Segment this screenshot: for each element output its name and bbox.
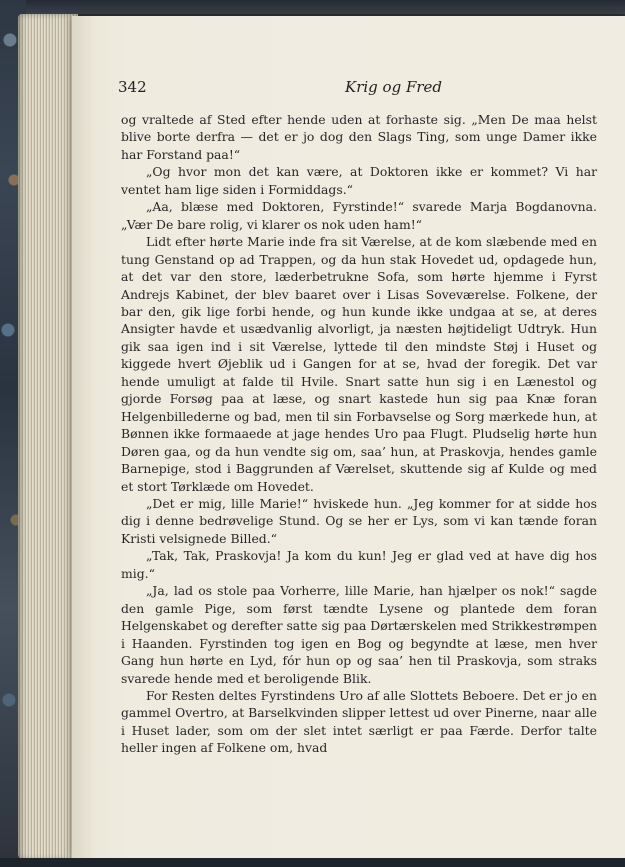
paragraph: og vraltede af Sted efter hende uden at forhaste sig. „Men De maa helst blive borte derfra — det er jo dog den Slags Ting, som unge Damer ikke har Forstand paa!“ xyxy=(121,112,597,162)
paragraph: „Og hvor mon det kan være, at Doktoren ikke er kommet? Vi har ventet ham lige siden i Formiddags.“ xyxy=(121,164,597,197)
paragraph: For Resten deltes Fyrstindens Uro af alle Slottets Beboere. Det er jo en gammel Overtro, at Barselkvinden slipper lettest ud over Pinerne, naar alle i Huset lader, som om der slet intet særligt er paa Færde. Derfor talte heller ingen af Folkene om, hvad xyxy=(121,687,597,756)
paragraph: „Ja, lad os stole paa Vorherre, lille Marie, han hjælper os nok!“ sagde den gamle Pige, som først tændte Lysene og plantede dem foran Helgenskabet og derefter satte sig paa Dørtærskelen med Strikkestrømpen i Haanden. Fyrstinden tog igen en Bog og begyndte at læse, men hver Gang hun hørte en Lyd, fór hun op og saa’ hen til Praskovja, som straks svarede hende med et beroligende Blik. xyxy=(121,583,597,686)
paragraph: „Aa, blæse med Doktoren, Fyrstinde!“ svarede Marja Bogdanovna. „Vær De bare rolig, vi klarer os nok uden ham!“ xyxy=(121,199,597,232)
running-title: Krig og Fred xyxy=(345,78,443,96)
paragraph: „Det er mig, lille Marie!“ hviskede hun. „Jeg kommer for at sidde hos dig i denne bedrøvelige Stund. Og se her er Lys, som vi kan tænde foran Kristi velsignede Billed.“ xyxy=(121,495,597,546)
page-header xyxy=(118,78,598,100)
paragraph: Lidt efter hørte Marie inde fra sit Værelse, at de kom slæbende med en tung Genstand op ad Trappen, og da hun stak Hovedet ud, opdagede hun, at det var den store, læderbetrukne Sofa, som hørte hjemme i Fyrst Andrejs Kabinet, der blev baaret over i Lisas Soveværelse. Folkene, der bar den, gik lige forbi hende, og hun kunde ikke undgaa at se, at deres Ansigter havde et usædvanlig alvorligt, ja næsten højtideligt Udtryk. Hun gik saa igen ind i sit Værelse, lyttede til den mindste Støj i Huset og kiggede hvert Øjeblik ud i Gangen for at se, hvad der foregik. Det var hende umuligt at falde til Hvile. Snart satte hun sig i en Lænestol og gjorde Forsøg paa at læse, og snart kastede hun sig paa Knæ foran Helgenbillederne og bad, men til sin Forbavselse og Sorg mærkede hun, at Bønnen ikke formaaede at jage hendes Uro paa Flugt. Pludselig hørte hun Døren gaa, og da hun vendte sig om, saa’ hun, at Praskovja, hendes gamle Barnepige, stod i Baggrunden af Værelset, skuttende sig af Kulde og med et stort Tørklæde om Hovedet. xyxy=(121,234,597,494)
page-number: 342 xyxy=(118,78,147,96)
paragraph: „Tak, Tak, Praskovja! Ja kom du kun! Jeg er glad ved at have dig hos mig.“ xyxy=(121,548,597,581)
body-text xyxy=(121,111,597,757)
book-top-edge xyxy=(0,0,625,14)
page-edges xyxy=(18,14,78,860)
book-bottom-edge xyxy=(0,858,625,867)
